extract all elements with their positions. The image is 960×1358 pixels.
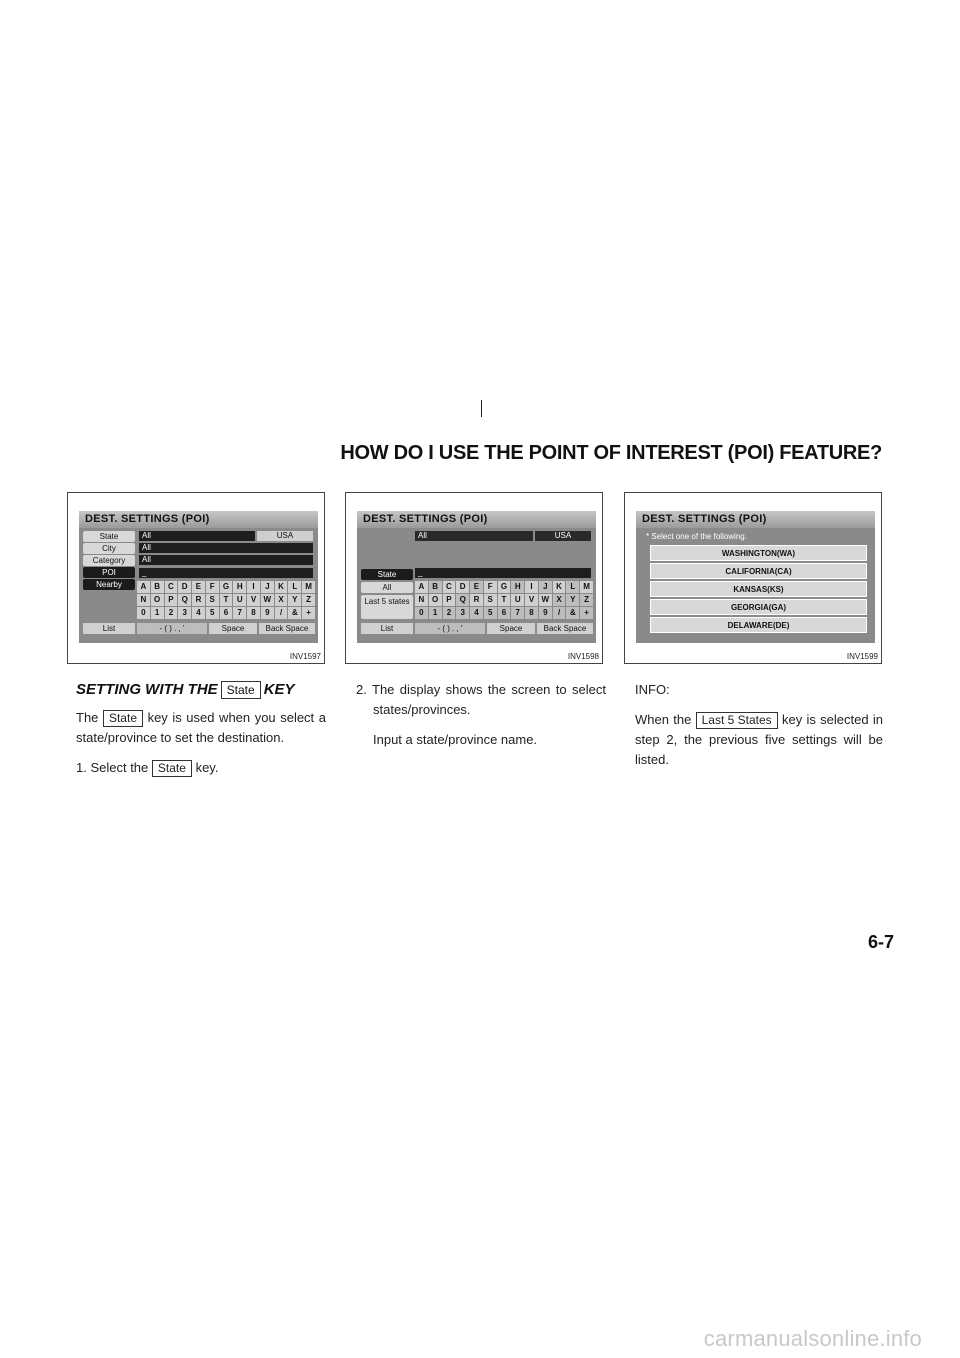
key-h: H <box>233 581 246 593</box>
section-heading-prefix: SETTING WITH THE <box>76 681 218 698</box>
column-2 <box>356 680 606 760</box>
key-y: Y <box>566 594 579 606</box>
key-r: R <box>192 594 205 606</box>
key-d: D <box>178 581 191 593</box>
figure-label: INV1598 <box>567 652 599 661</box>
key-r: R <box>470 594 483 606</box>
category-button: Category <box>83 555 135 566</box>
keyboard-row-2 <box>137 594 315 606</box>
key-i: I <box>525 581 538 593</box>
key-d: D <box>456 581 469 593</box>
key-4: 4 <box>192 607 205 619</box>
key-6: 6 <box>220 607 233 619</box>
key-f: F <box>484 581 497 593</box>
key-7: 7 <box>233 607 246 619</box>
backspace-key: Back Space <box>259 623 315 634</box>
country-field: USA <box>257 531 313 541</box>
screen-title: DEST. SETTINGS (POI) <box>357 511 596 528</box>
key-j: J <box>261 581 274 593</box>
key-plus: + <box>580 607 593 619</box>
state-option-california: CALIFORNIA(CA) <box>650 563 867 579</box>
key-w: W <box>261 594 274 606</box>
key-s: S <box>484 594 497 606</box>
key-slash: / <box>553 607 566 619</box>
last-5-states-key-label: Last 5 States <box>696 712 778 729</box>
state-button: State <box>361 569 413 580</box>
space-key: Space <box>209 623 257 634</box>
key-ampersand: & <box>566 607 579 619</box>
intro-paragraph <box>76 708 326 748</box>
last-5-states-button: Last 5 states <box>361 595 413 619</box>
key-1: 1 <box>429 607 442 619</box>
section-heading <box>76 680 326 700</box>
key-9: 9 <box>539 607 552 619</box>
text: key is selected in step 2, the previous five settings will be listed. <box>635 712 883 767</box>
figure-inv1597 <box>67 492 325 664</box>
key-t: T <box>498 594 511 606</box>
key-c: C <box>165 581 178 593</box>
key-8: 8 <box>247 607 260 619</box>
state-button: State <box>83 531 135 542</box>
country-field: USA <box>535 531 591 541</box>
state-option-georgia: GEORGIA(GA) <box>650 599 867 615</box>
key-w: W <box>539 594 552 606</box>
screen-title: DEST. SETTINGS (POI) <box>79 511 318 528</box>
key-5: 5 <box>484 607 497 619</box>
state-field: All <box>139 531 255 541</box>
key-ampersand: & <box>288 607 301 619</box>
keyboard-row-3 <box>137 607 315 619</box>
key-g: G <box>498 581 511 593</box>
key-2: 2 <box>443 607 456 619</box>
watermark: carmanualsonline.info <box>703 1326 922 1351</box>
select-hint: * Select one of the following. <box>646 532 747 541</box>
key-u: U <box>511 594 524 606</box>
column-1 <box>76 680 326 788</box>
list-button: List <box>83 623 135 634</box>
category-field: All <box>139 555 313 565</box>
state-input: _ <box>415 568 591 578</box>
figure-label: INV1599 <box>846 652 878 661</box>
key-7: 7 <box>511 607 524 619</box>
all-button: All <box>361 582 413 593</box>
list-button: List <box>361 623 413 634</box>
key-b: B <box>429 581 442 593</box>
nav-screen <box>357 511 596 643</box>
key-z: Z <box>580 594 593 606</box>
figure-inv1598 <box>345 492 603 664</box>
symbol-keys: - ( ) . , ' <box>415 623 485 634</box>
step-2-detail: Input a state/province name. <box>373 732 538 747</box>
key-x: X <box>275 594 288 606</box>
section-heading-suffix: KEY <box>263 681 295 698</box>
page-tick-mark <box>481 400 482 417</box>
poi-input: _ <box>139 568 313 578</box>
backspace-key: Back Space <box>537 623 593 634</box>
state-key-label: State <box>103 710 143 727</box>
key-u: U <box>233 594 246 606</box>
info-label: INFO: <box>635 682 670 697</box>
screen-title: DEST. SETTINGS (POI) <box>636 511 875 528</box>
key-3: 3 <box>178 607 191 619</box>
key-g: G <box>220 581 233 593</box>
text: The <box>76 710 99 725</box>
key-8: 8 <box>525 607 538 619</box>
key-l: L <box>288 581 301 593</box>
state-key-label: State <box>152 760 192 777</box>
key-a: A <box>415 581 428 593</box>
key-6: 6 <box>498 607 511 619</box>
key-9: 9 <box>261 607 274 619</box>
key-j: J <box>539 581 552 593</box>
key-0: 0 <box>415 607 428 619</box>
key-v: V <box>247 594 260 606</box>
city-field: All <box>139 543 313 553</box>
state-field: All <box>415 531 533 541</box>
key-c: C <box>443 581 456 593</box>
text: 1. Select the <box>76 760 149 775</box>
key-p: P <box>443 594 456 606</box>
key-q: Q <box>178 594 191 606</box>
figure-label: INV1597 <box>289 652 321 661</box>
key-e: E <box>470 581 483 593</box>
key-v: V <box>525 594 538 606</box>
key-i: I <box>247 581 260 593</box>
key-n: N <box>137 594 150 606</box>
keyboard-row-2 <box>415 594 593 606</box>
key-m: M <box>302 581 315 593</box>
poi-button: POI <box>83 567 135 578</box>
nearby-button: Nearby <box>83 579 135 590</box>
info-paragraph <box>635 710 883 770</box>
key-5: 5 <box>206 607 219 619</box>
space-key: Space <box>487 623 535 634</box>
keyboard-row-1 <box>137 581 315 593</box>
page-title: HOW DO I USE THE POINT OF INTEREST (POI) FEATURE? <box>340 442 882 464</box>
state-option-delaware: DELAWARE(DE) <box>650 617 867 633</box>
key-slash: / <box>275 607 288 619</box>
city-button: City <box>83 543 135 554</box>
key-k: K <box>275 581 288 593</box>
text: key. <box>195 760 219 775</box>
key-plus: + <box>302 607 315 619</box>
key-1: 1 <box>151 607 164 619</box>
keyboard-row-3 <box>415 607 593 619</box>
key-y: Y <box>288 594 301 606</box>
text: key is used when you select a state/province to set the destination. <box>76 710 326 745</box>
key-4: 4 <box>470 607 483 619</box>
text: When the <box>635 712 692 727</box>
state-option-kansas: KANSAS(KS) <box>650 581 867 597</box>
key-o: O <box>151 594 164 606</box>
key-s: S <box>206 594 219 606</box>
keyboard-row-1 <box>415 581 593 593</box>
key-m: M <box>580 581 593 593</box>
key-0: 0 <box>137 607 150 619</box>
key-x: X <box>553 594 566 606</box>
key-a: A <box>137 581 150 593</box>
key-q: Q <box>456 594 469 606</box>
column-3 <box>635 680 883 780</box>
step-2: 2. The display shows the screen to select states/provinces. <box>356 682 606 717</box>
page-number: 6-7 <box>867 932 894 952</box>
key-l: L <box>566 581 579 593</box>
state-key-label: State <box>221 681 261 699</box>
key-b: B <box>151 581 164 593</box>
key-f: F <box>206 581 219 593</box>
key-n: N <box>415 594 428 606</box>
nav-screen <box>636 511 875 643</box>
state-option-washington: WASHINGTON(WA) <box>650 545 867 561</box>
key-z: Z <box>302 594 315 606</box>
key-o: O <box>429 594 442 606</box>
key-t: T <box>220 594 233 606</box>
key-p: P <box>165 594 178 606</box>
nav-screen <box>79 511 318 643</box>
key-h: H <box>511 581 524 593</box>
key-2: 2 <box>165 607 178 619</box>
key-3: 3 <box>456 607 469 619</box>
symbol-keys: - ( ) . , ' <box>137 623 207 634</box>
key-k: K <box>553 581 566 593</box>
figure-inv1599 <box>624 492 882 664</box>
key-e: E <box>192 581 205 593</box>
step-1 <box>76 758 326 778</box>
